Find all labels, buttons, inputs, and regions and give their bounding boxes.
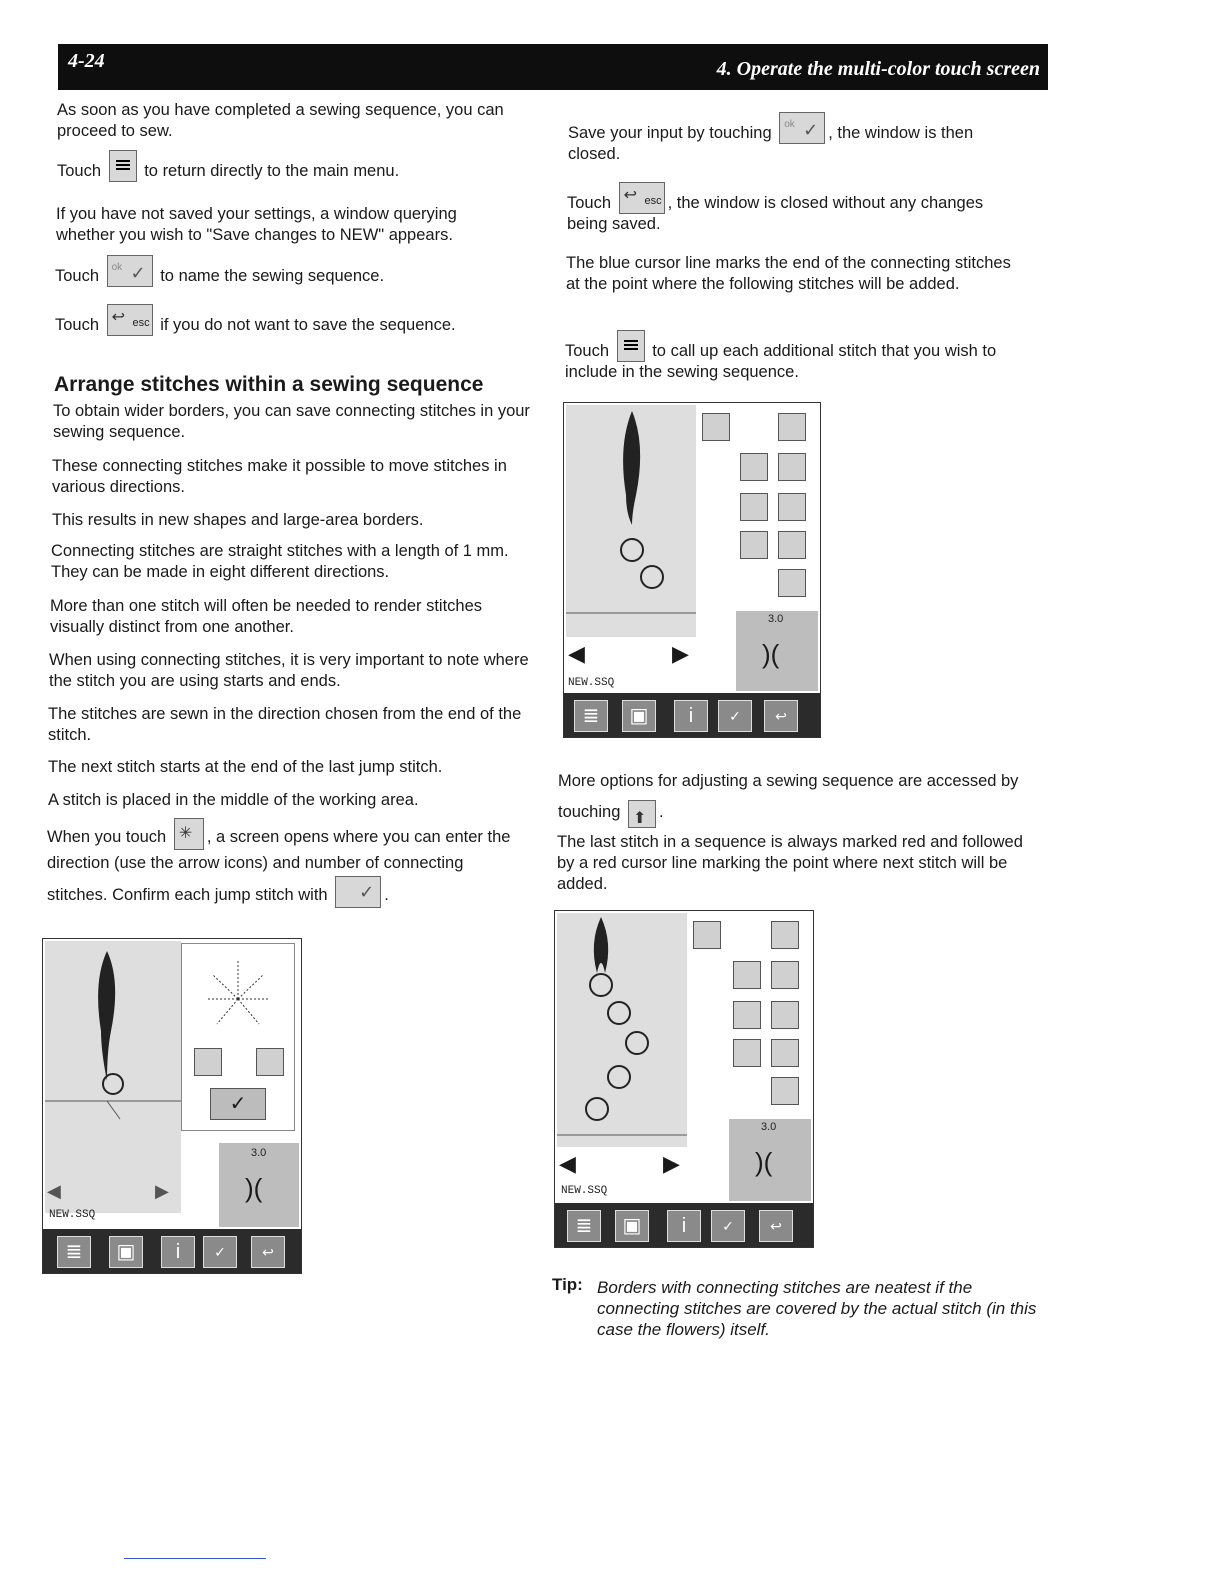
scroll-right-icon-1[interactable]: ▶ [672, 641, 689, 666]
stitch-preview [45, 941, 181, 1213]
page-number: 4-24 [68, 50, 105, 72]
left-para-15a: When you touch [47, 828, 167, 846]
left-para-5 [55, 304, 525, 336]
ok-icon-2: ok ✓ [779, 112, 825, 144]
direction-dialog [181, 943, 295, 1131]
menu-button-1[interactable]: ≣ [574, 700, 608, 732]
left-para-9: Connecting stitches are straight stitches with a length of 1 mm. They can be made in eight different directions. [51, 542, 509, 581]
right-para-6: The last stitch in a sequence is always marked red and followed by a red cursor line marking the point where next stitch will be added. [557, 833, 1023, 893]
right-para-1 [568, 112, 1028, 165]
scroll-left-icon[interactable]: ◀ [47, 1181, 61, 1201]
right-para-4b: to call up each additional stitch that you wish to include in the sewing sequence. [565, 342, 997, 381]
jump-stitch-screen [42, 938, 302, 1274]
machine-button-2[interactable]: ▣ [615, 1210, 649, 1242]
right-para-5 [558, 766, 1043, 828]
scroll-up-button-2[interactable] [693, 921, 721, 949]
ok-icon: ok ✓ [107, 255, 153, 287]
esc-icon-2: ↩ esc [619, 182, 665, 214]
work-area-2 [557, 913, 687, 1147]
right-para-4 [565, 330, 1040, 383]
menu-icon-2 [617, 330, 645, 362]
right-para-1a: Save your input by touching [568, 124, 772, 142]
left-para-4 [55, 255, 525, 287]
width-control-1[interactable] [736, 611, 818, 691]
width-adjust-icon-1: )( [762, 639, 780, 669]
zoom-in-button[interactable] [778, 493, 806, 521]
jump-stitch-icon: ✳ [174, 818, 204, 850]
left-para-5a: Touch [55, 316, 100, 334]
esc-button-2[interactable]: ↩ [759, 1210, 793, 1242]
left-para-4a: Touch [55, 267, 100, 285]
flower-stitch-2d [608, 1066, 630, 1088]
sequence-screen-1 [563, 402, 821, 738]
esc-button[interactable]: ↩ [251, 1236, 285, 1268]
flower-stitch-2b [608, 1002, 630, 1024]
chapter-title: 4. Operate the multi-color touch screen [716, 58, 1040, 80]
right-para-5b: . [658, 803, 664, 821]
ok-button-2[interactable]: ✓ [711, 1210, 745, 1242]
menu-button[interactable]: ≣ [57, 1236, 91, 1268]
zoom-out-button-2[interactable] [733, 1001, 761, 1029]
move-button[interactable] [740, 531, 768, 559]
menu-icon [109, 150, 137, 182]
right-para-2 [567, 182, 1027, 235]
flower-stitch-2e [586, 1098, 608, 1120]
width-adjust-icon-2: )( [755, 1147, 773, 1177]
right-para-4a: Touch [565, 342, 610, 360]
bottom-toolbar [43, 1229, 301, 1273]
open-file-button-2[interactable] [771, 921, 799, 949]
open-file-button[interactable] [778, 413, 806, 441]
more-options-icon: ⬆ [628, 800, 656, 828]
direction-star-icon [182, 944, 294, 1044]
flower-stitch-2a [590, 974, 612, 996]
flower-stitch-2c [626, 1032, 648, 1054]
menu-side-button-2[interactable] [771, 961, 799, 989]
footer-rule [124, 1558, 266, 1559]
esc-icon: ↩ esc [107, 304, 153, 336]
scroll-left-icon-2[interactable]: ◀ [559, 1151, 576, 1176]
stitch-width-value: 3.0 [251, 1147, 267, 1159]
width-control[interactable] [219, 1143, 299, 1227]
left-para-3: If you have not saved your settings, a window querying whether you wish to "Save changes to NEW" appears. [56, 205, 457, 244]
left-para-2a: Touch [57, 162, 102, 180]
rotate-left-button[interactable] [194, 1048, 222, 1076]
delete-button[interactable] [778, 531, 806, 559]
delete-button-2[interactable] [771, 1039, 799, 1067]
stitch-width-value-1: 3.0 [768, 613, 784, 625]
confirm-check-icon: ✓ [335, 876, 381, 908]
work-area-1 [566, 405, 696, 637]
left-para-2b: to return directly to the main menu. [144, 162, 400, 180]
right-para-2b: , the window is closed without any changes being saved. [567, 194, 984, 233]
scroll-right-icon-2[interactable]: ▶ [663, 1151, 680, 1176]
left-para-1: As soon as you have completed a sewing sequence, you can proceed to sew. [57, 101, 504, 140]
left-para-13: The next stitch starts at the end of the last jump stitch. [48, 758, 443, 776]
left-para-15 [47, 818, 517, 908]
left-para-15b: , a screen opens where you can enter the direction (use the arrow icons) and number of connecting stitches. Confirm each jump stitch with [47, 828, 511, 904]
ok-icon-2-label: ok [784, 119, 795, 130]
stitch-width-value-2: 3.0 [761, 1121, 777, 1133]
leaf-stitch [98, 951, 115, 1081]
rotate-right-button[interactable] [256, 1048, 284, 1076]
left-para-11: When using connecting stitches, it is very important to note where the stitch you are using starts and ends. [49, 651, 529, 690]
flower-stitch-1b [641, 566, 663, 588]
file-name: NEW.SSQ [49, 1209, 96, 1221]
confirm-button[interactable]: ✓ [210, 1088, 266, 1120]
left-para-5b: if you do not want to save the sequence. [160, 316, 456, 334]
esc-icon-label: esc [132, 317, 150, 329]
leaf-stitch-2 [594, 917, 608, 973]
bottom-toolbar-1 [564, 693, 820, 737]
tip-label: Tip: [552, 1275, 583, 1294]
more-options-button-2[interactable] [771, 1077, 799, 1105]
left-para-6: To obtain wider borders, you can save connecting stitches in your sewing sequence. [53, 402, 530, 441]
width-control-2[interactable] [729, 1119, 811, 1201]
ok-button[interactable]: ✓ [203, 1236, 237, 1268]
section-heading: Arrange stitches within a sewing sequence [54, 373, 484, 396]
ok-icon-label: ok [111, 262, 123, 273]
leaf-stitch-1 [623, 411, 640, 525]
machine-button-1[interactable]: ▣ [622, 700, 656, 732]
left-para-4b: to name the sewing sequence. [160, 267, 385, 285]
flower-stitch-1a [621, 539, 643, 561]
zoom-out-button[interactable] [740, 493, 768, 521]
left-para-15c: . [384, 886, 389, 904]
sequence-screen-2 [554, 910, 814, 1248]
flower-stitch [103, 1074, 123, 1094]
tip-text: Borders with connecting stitches are neatest if the connecting stitches are covered by the actual stitch (in this case the flowers) itself. [597, 1278, 1037, 1339]
stitch-preview-1 [566, 405, 696, 637]
right-para-2a: Touch [567, 194, 612, 212]
info-button[interactable]: i [161, 1236, 195, 1268]
left-para-8: This results in new shapes and large-area borders. [52, 511, 424, 529]
esc-icon-2-label: esc [644, 195, 662, 207]
move-button-2[interactable] [733, 1039, 761, 1067]
machine-button[interactable]: ▣ [109, 1236, 143, 1268]
left-para-7: These connecting stitches make it possible to move stitches in various directions. [52, 457, 507, 496]
stitch-preview-2 [557, 913, 687, 1147]
zoom-in-button-2[interactable] [771, 1001, 799, 1029]
jump-stitch-button-2[interactable] [733, 961, 761, 989]
right-para-1b: , the window is then closed. [568, 124, 974, 163]
right-para-3: The blue cursor line marks the end of the connecting stitches at the point where the following stitches will be added. [566, 254, 1011, 293]
info-button-2[interactable]: i [667, 1210, 701, 1242]
jump-stitch-button[interactable] [740, 453, 768, 481]
left-para-12: The stitches are sewn in the direction chosen from the end of the stitch. [48, 705, 522, 744]
work-area [45, 941, 181, 1213]
left-para-10: More than one stitch will often be needed to render stitches visually distinct from one another. [50, 597, 483, 636]
right-para-5a: More options for adjusting a sewing sequence are accessed by touching [558, 772, 1019, 821]
left-para-2 [57, 150, 527, 182]
left-para-14: A stitch is placed in the middle of the working area. [48, 791, 419, 809]
bottom-toolbar-2 [555, 1203, 813, 1247]
jump-stitch-line [107, 1101, 120, 1119]
file-name-1: NEW.SSQ [568, 677, 615, 689]
ok-button-1[interactable]: ✓ [718, 700, 752, 732]
page-header [58, 44, 1048, 90]
menu-button-2[interactable]: ≣ [567, 1210, 601, 1242]
scroll-left-icon-1[interactable]: ◀ [568, 641, 585, 666]
scroll-right-icon[interactable]: ▶ [155, 1181, 169, 1201]
width-adjust-icon: )( [245, 1173, 263, 1203]
scroll-up-button[interactable] [702, 413, 730, 441]
more-options-button[interactable] [778, 569, 806, 597]
file-name-2: NEW.SSQ [561, 1185, 608, 1197]
info-button-1[interactable]: i [674, 700, 708, 732]
esc-button-1[interactable]: ↩ [764, 700, 798, 732]
menu-side-button[interactable] [778, 453, 806, 481]
